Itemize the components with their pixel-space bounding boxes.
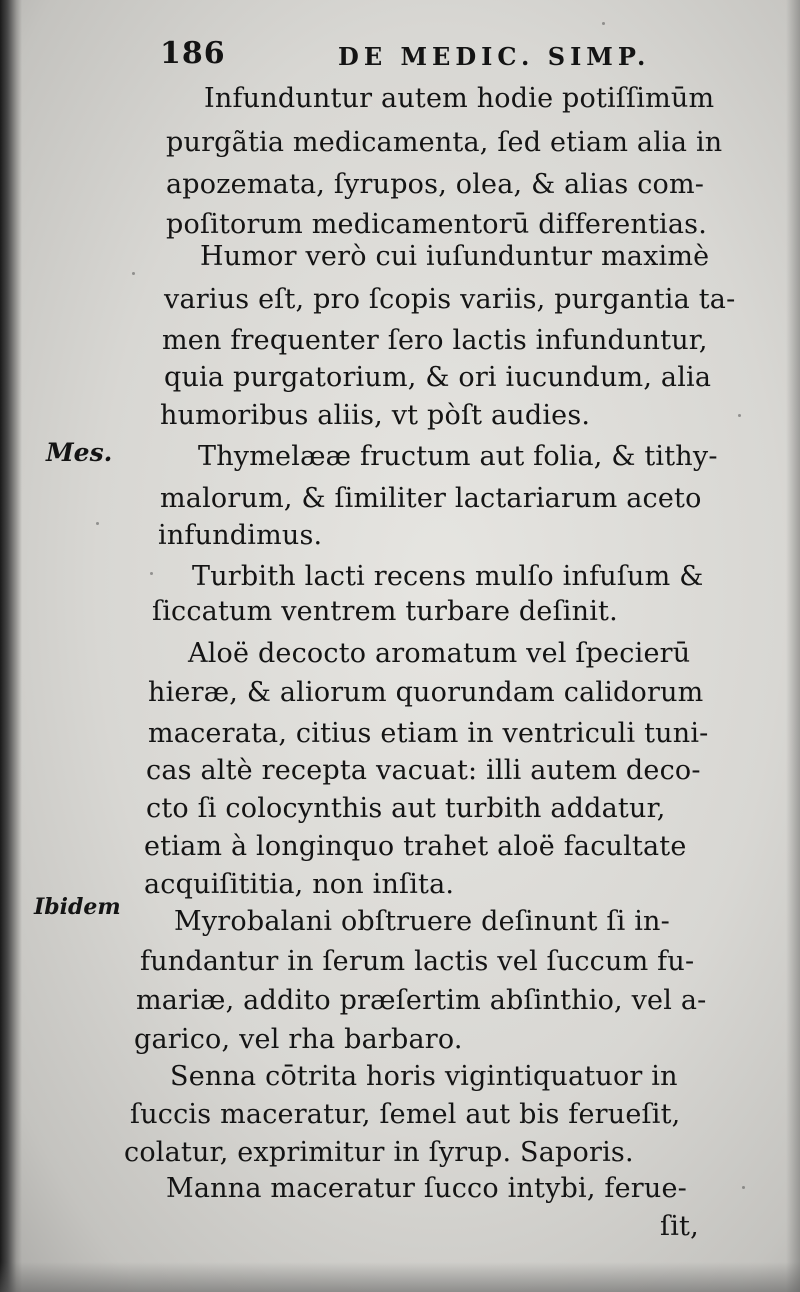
margin-note-mes: Mes. <box>46 438 113 467</box>
text-line: men frequenter ſero lactis infunduntur, <box>162 325 708 356</box>
ink-speck <box>742 1186 745 1189</box>
text-line: cas altè recepta vacuat: illi autem deco- <box>146 755 701 786</box>
text-line: ſiccatum ventrem turbare deſinit. <box>152 596 618 627</box>
text-line: acquiſititia, non inſita. <box>144 869 455 900</box>
running-header <box>160 36 680 80</box>
text-line: malorum, & ſimiliter lactariarum aceto <box>160 483 702 514</box>
text-line: Myrobalani obſtruere deſinunt ſi in- <box>174 906 670 937</box>
ink-speck <box>96 522 99 525</box>
page-number: 186 <box>160 36 226 71</box>
running-title: DE MEDIC. SIMP. <box>338 42 651 71</box>
ink-speck <box>738 414 741 417</box>
text-line: Aloë decocto aromatum vel ſpecierū <box>188 638 691 669</box>
text-line: etiam à longinquo trahet aloë facultate <box>144 831 687 862</box>
text-line: Thymelææ fructum aut folia, & tithy- <box>198 441 718 472</box>
text-line: Turbith lacti recens mulſo infuſum & <box>192 561 704 592</box>
text-line: ſit, <box>660 1211 699 1242</box>
text-line: humoribus aliis, vt pòſt audies. <box>160 400 591 431</box>
text-line: Humor verò cui iuſunduntur maximè <box>200 241 710 272</box>
text-line: apozemata, ſyrupos, olea, & alias com- <box>166 169 705 200</box>
text-line: Infunduntur autem hodie potiſſimūm <box>204 83 715 114</box>
text-line: garico, vel rha barbaro. <box>134 1024 463 1055</box>
text-line: ſuccis maceratur, ſemel aut bis ferueſit, <box>130 1099 681 1130</box>
text-line: purgãtia medicamenta, ſed etiam alia in <box>166 127 723 158</box>
text-line: quia purgatorium, & ori iucundum, alia <box>164 362 712 393</box>
page-bottom-shadow <box>0 1262 800 1292</box>
text-line: colatur, exprimitur in ſyrup. Saporis. <box>124 1137 634 1168</box>
page-edge-shadow <box>786 0 800 1292</box>
text-line: mariæ, addito præſertim abſinthio, vel a- <box>136 985 707 1016</box>
ink-speck <box>132 272 135 275</box>
text-line: Manna maceratur ſucco intybi, ferue- <box>166 1173 687 1204</box>
text-line: varius eſt, pro ſcopis variis, purgantia ta- <box>164 284 736 315</box>
text-line: macerata, citius etiam in ventriculi tuni- <box>148 718 709 749</box>
ink-speck <box>602 22 605 25</box>
text-line: cto ſi colocynthis aut turbith addatur, <box>146 793 666 824</box>
ink-speck <box>150 572 153 575</box>
text-line: hieræ, & aliorum quorundam calidorum <box>148 677 704 708</box>
binding-gutter-shadow <box>0 0 22 1292</box>
text-line: fundantur in ſerum lactis vel ſuccum fu- <box>140 946 695 977</box>
text-line: infundimus. <box>158 520 323 551</box>
text-line: poſitorum medicamentorū differentias. <box>166 209 708 240</box>
text-line: Senna cōtrita horis vigintiquatuor in <box>170 1061 678 1092</box>
margin-note-ibidem: Ibidem <box>34 894 121 920</box>
